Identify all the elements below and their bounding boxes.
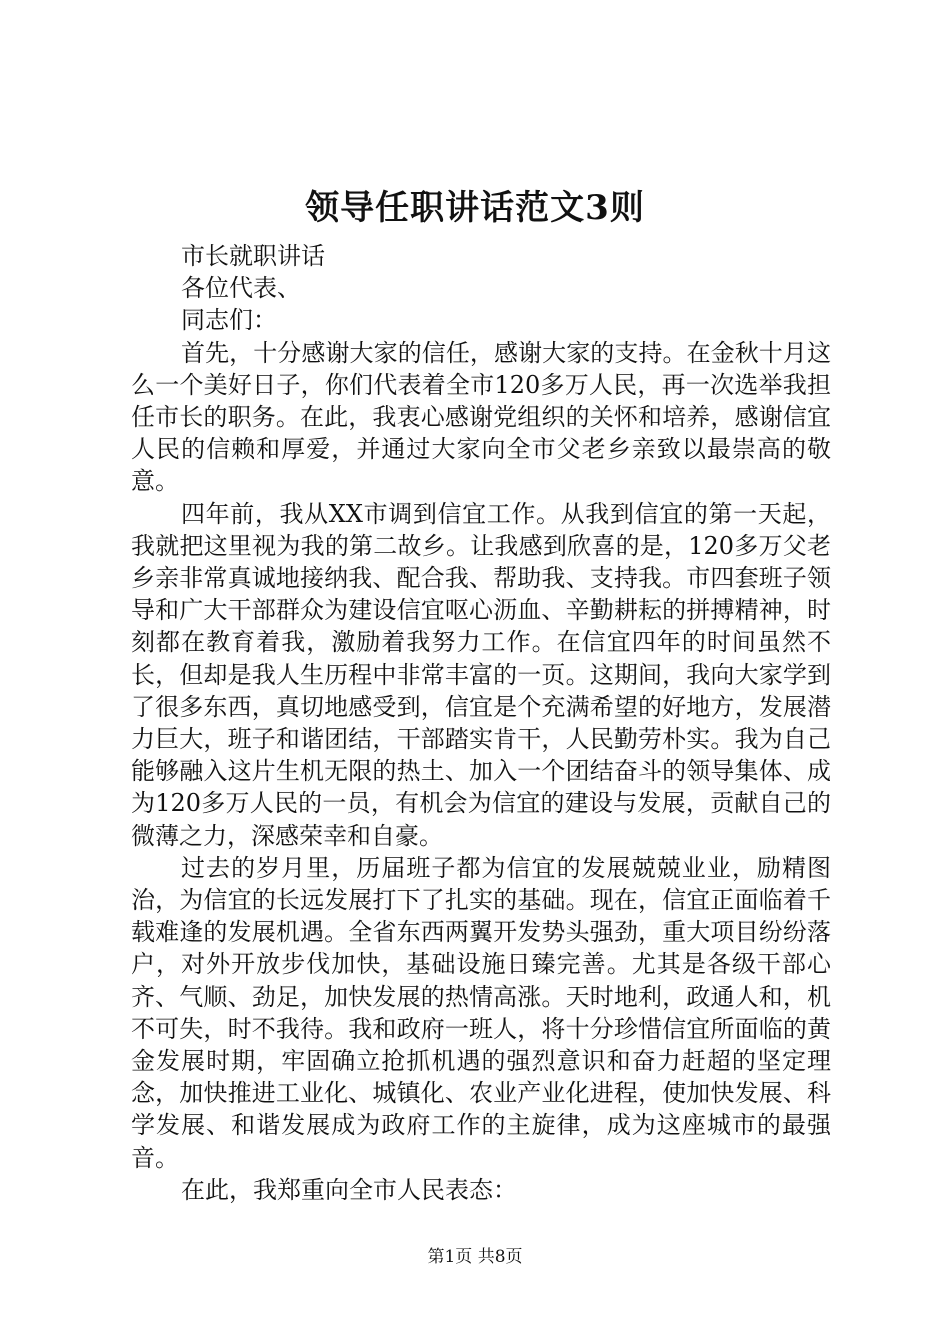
salutation-line: 同志们： [181,306,277,335]
document-title: 领导任职讲话范文3则 [305,188,645,228]
document-body [131,240,831,1206]
paragraph: 首先，十分感谢大家的信任，感谢大家的支持。在金秋十月这么一个美好日子，你们代表着全市120多万人民，再一次选举我担任市长的职务。在此，我衷心感谢党组织的关怀和培养，感谢信宜人民的信赖和厚爱，并通过大家向全市父老乡亲致以最崇高的敬意。 [131,338,831,496]
speech-heading: 市长就职讲话 [181,242,325,270]
paragraph: 在此，我郑重向全市人民表态： [181,1175,517,1204]
salutation-line: 各位代表、 [181,274,301,303]
page-footer: 第1页 共8页 [427,1247,523,1267]
paragraph: 四年前，我从XX市调到信宜工作。从我到信宜的第一天起，我就把这里视为我的第二故乡。让我感到欣喜的是，120多万父老乡亲非常真诚地接纳我、配合我、帮助我、支持我。市四套班子领导和广大干部群众为建设信宜呕心沥血、辛勤耕耘的拼搏精神，时刻都在教育着我，激励着我努力工作。在信宜四年的时间虽然不长，但却是我人生历程中非常丰富的一页。这期间，我向大家学到了很多东西，真切地感受到，信宜是个充满希望的好地方，发展潜力巨大，班子和谐团结，干部踏实肯干，人民勤劳朴实。我为自己能够融入这片生机无限的热土、加入一个团结奋斗的领导集体、成为120多万人民的一员，有机会为信宜的建设与发展，贡献自己的微薄之力，深感荣幸和自豪。 [131,499,831,850]
paragraph: 过去的岁月里，历届班子都为信宜的发展兢兢业业，励精图治，为信宜的长远发展打下了扎实的基础。现在，信宜正面临着千载难逢的发展机遇。全省东西两翼开发势头强劲，重大项目纷纷落户，对外开放步伐加快，基础设施日臻完善。尤其是各级干部心齐、气顺、劲足，加快发展的热情高涨。天时地利，政通人和，机不可失，时不我待。我和政府一班人，将十分珍惜信宜所面临的黄金发展时期，牢固确立抢抓机遇的强烈意识和奋力赶超的坚定理念，加快推进工业化、城镇化、农业产业化进程，使加快发展、科学发展、和谐发展成为政府工作的主旋律，成为这座城市的最强音。 [131,853,831,1172]
